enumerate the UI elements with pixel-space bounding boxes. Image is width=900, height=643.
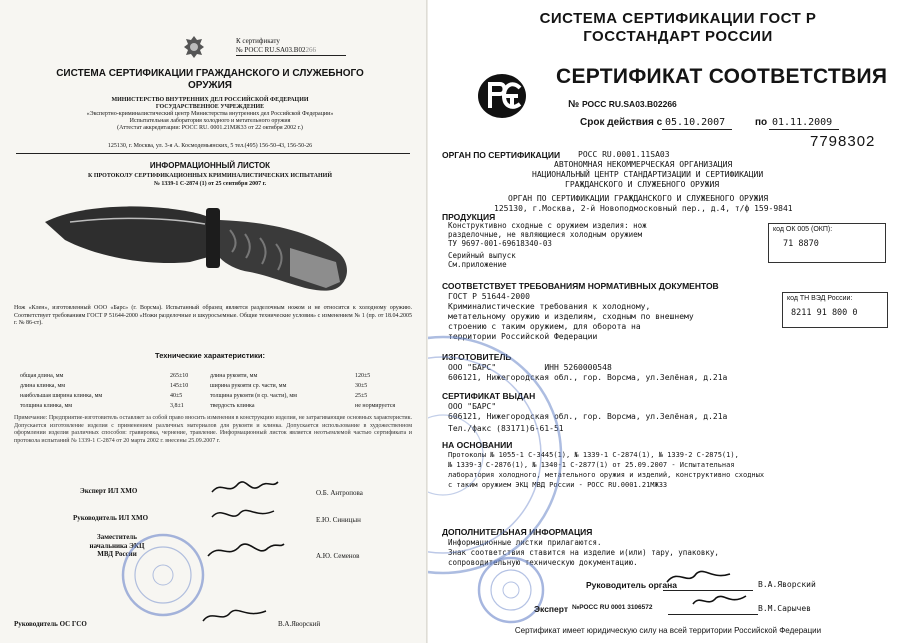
issued-label: СЕРТИФИКАТ ВЫДАН <box>442 391 536 401</box>
req-line-3: метательному оружию и изделиям, сходным по внешнему <box>448 312 694 321</box>
expert-reg-number: №РОСС RU 0001 3106572 <box>572 604 653 611</box>
info-title: ИНФОРМАЦИОННЫЙ ЛИСТОК <box>149 161 271 170</box>
basis-line-4: с таким оружием ЭКЦ МВД России - РОСС RU.0001.21МЖ33 <box>448 481 668 489</box>
basis-line-1: Протоколы № 1055-1 С-3445(1), № 1339-1 С-2874(1), № 1339-2 С-2875(1), <box>448 451 739 459</box>
expert-signature-icon <box>690 590 750 612</box>
info-subtitle-1: К ПРОТОКОЛУ СЕРТИФИКАЦИОННЫХ КРИМИНАЛИСТИЧЕСКИХ ИСПЫТАНИЙ <box>88 173 332 179</box>
note-text: Примечание: Предприятие-изготовитель оставляет за собой право вносить изменения в конструкцию изделия, не затрагивающие основных характеристик. Допускается изготовление изделия с применением различных материалов для рукояти и клинка. Допускается использование в художественном оформлении изделия различных способов: гравировка, чернение, травление. Информационный листок является неотъемлемой частью сертификата и протокола испытаний № 1339-1 С-2874 от 20 марта 2002 г. внесены 25.09.2007 г. <box>14 415 412 444</box>
header-line-2: ГОССТАНДАРТ РОССИИ <box>583 28 773 45</box>
ministry-line-1: МИНИСТЕРСТВО ВНУТРЕННИХ ДЕЛ РОССИЙСКОЙ ФЕДЕРАЦИИ <box>111 97 309 103</box>
pct-logo-icon <box>476 72 528 120</box>
product-line-4: Серийный выпуск <box>448 251 516 260</box>
valid-to-label: по <box>755 117 768 128</box>
tech-row-value: 30±5 <box>355 383 368 389</box>
issued-line-1: ООО "БАРС" <box>448 402 497 411</box>
req-line-2: Криминалистические требования к холодному, <box>448 302 651 311</box>
head-signature-icon <box>664 566 734 588</box>
signer-4-name: В.А.Яворский <box>278 620 321 628</box>
tech-row-value: 25±5 <box>355 393 368 399</box>
tech-row-label: длина клинка, мм <box>20 383 66 389</box>
maker-line-1: ООО "БАРС" ИНН 5260000548 <box>448 363 612 372</box>
tech-row-label: длина рукояти, мм <box>210 373 258 379</box>
head-name: В.А.Яворский <box>758 580 816 589</box>
blue-stamp-left-icon <box>120 532 206 618</box>
signature-3-icon <box>206 538 286 562</box>
ministry-line-5: (Аттестат аккредитации: РОСС RU. 0001.21МЖ33 от 22 октября 2002 г.) <box>117 125 303 131</box>
org-line-4: ГРАЖДАНСКОГО И СЛУЖЕБНОГО ОРУЖИЯ <box>565 180 720 189</box>
head-label: Руководитель органа <box>586 580 677 590</box>
signer-2-role: Руководитель ИЛ ХМО <box>73 514 149 522</box>
basis-label: НА ОСНОВАНИИ <box>442 440 513 450</box>
signer-3-name: А.Ю. Семенов <box>316 552 360 560</box>
blue-stamp-small-icon <box>476 555 546 625</box>
signer-1-role: Эксперт ИЛ ХМО <box>80 487 138 495</box>
coat-of-arms-icon <box>181 34 207 60</box>
additional-info-label: ДОПОЛНИТЕЛЬНАЯ ИНФОРМАЦИЯ <box>442 527 593 537</box>
tnved-value: 8211 91 800 0 <box>791 307 858 318</box>
tech-row-value: 40±5 <box>170 393 183 399</box>
org-line-1: РОСС RU.0001.11SA03 <box>578 150 670 159</box>
signer-2-name: Е.Ю. Синицын <box>316 516 361 524</box>
tech-row-label: наибольшая ширина клинка, мм <box>20 393 103 399</box>
basis-line-3: лаборатория холодного, метательного оружия и изделий, конструктивно сходных <box>448 471 765 479</box>
cert-ref-number: № РОСС RU.SA03.B02266 <box>236 46 316 54</box>
product-line-3: ТУ 9697-001-69618340-03 <box>448 239 552 248</box>
cert-ref-label: К сертификату <box>236 37 280 45</box>
tech-row-value: 3,8±1 <box>170 403 184 409</box>
tnved-box <box>782 292 888 328</box>
signer-1-name: О.Б. Антропова <box>316 489 363 497</box>
product-label: ПРОДУКЦИЯ <box>442 212 496 222</box>
maker-line-2: 606121, Нижегородская обл., гор. Ворсма, ул.Зелёная, д.21а <box>448 373 728 382</box>
okp-box <box>768 223 886 263</box>
req-line-4: строению с таким оружием, для оборота на <box>448 322 641 331</box>
blue-stamp-large-icon <box>428 330 568 580</box>
product-line-5: См.приложение <box>448 260 507 269</box>
header-line-1: СИСТЕМА СЕРТИФИКАЦИИ ГОСТ Р <box>539 10 817 27</box>
signer-3-role: Заместитель начальника ЭКЦ МВД России <box>89 533 145 558</box>
valid-to: 01.11.2009 <box>772 117 833 128</box>
signature-1-icon <box>210 476 280 498</box>
ministry-line-2: ГОСУДАРСТВЕННОЕ УЧРЕЖДЕНИЕ <box>155 104 265 110</box>
org-line-5: ОРГАН ПО СЕРТИФИКАЦИИ ГРАЖДАНСКОГО И СЛУЖЕБНОГО ОРУЖИЯ <box>508 194 769 203</box>
tech-row-label: толщина рукояти (в ср. части), мм <box>210 393 297 399</box>
product-line-1: Конструктивно сходные с оружием изделия: нож <box>448 221 647 230</box>
validity-label: Срок действия с <box>580 117 663 128</box>
tech-title: Технические характеристики: <box>154 351 265 360</box>
ministry-line-6: 125130, г. Москва, ул. 3-я А. Космодемьянских, 5 тел.(495) 156-50-43, 156-50-26 <box>107 143 313 149</box>
tech-row-value: не нормируется <box>355 403 396 409</box>
basis-line-2: № 1339-3 С-2876(1), № 1340-1 С-2877(1) от 25.09.2007 - Испытательная <box>448 461 735 469</box>
issued-line-3: Тел./факс (83171)6-61-51 <box>448 424 564 433</box>
info-subtitle-2: № 1339-1 С-2874 (1) от 25 сентября 2007 г. <box>153 181 267 187</box>
ministry-line-4: Испытательная лаборатория холодного и метательного оружия <box>129 118 291 124</box>
tnved-label: код ТН ВЭД России: <box>787 295 853 302</box>
org-line-6: 125130, г.Москва, 2-й Новоподмосковный пер., д.4, т/ф 159-9841 <box>494 204 793 213</box>
product-description: Нож «Клен», изготовленный ООО «Барс» (г. Ворсма). Испытанный образец является разделочным ножом и не относится к холодному оружию. Соответствует требованиям ГОСТ Р 51644-2000 «Ножи разделочные и шкуросъемные. Общие технические условия» с изменением № 1 (пр. от 18.04.2005 г. № 86-ст). <box>14 305 412 326</box>
maker-label: ИЗГОТОВИТЕЛЬ <box>442 352 512 362</box>
ministry-line-3: «Экспертно-криминалистический центр Министерства внутренних дел Российской Федерации» <box>86 111 334 117</box>
org-line-2: АВТОНОМНАЯ НЕКОММЕРЧЕСКАЯ ОРГАНИЗАЦИЯ <box>554 160 733 169</box>
tech-row-label: твердость клинка <box>210 403 255 409</box>
req-line-5: территории Российской Федерации <box>448 332 598 341</box>
addinfo-line-3: сопроводительную техническую документацию. <box>448 558 638 567</box>
expert-label: Эксперт <box>534 604 569 614</box>
okp-value: 71 8870 <box>783 238 819 249</box>
issued-line-2: 606121, Нижегородская обл., гор. Ворсма, ул.Зелёная, д.21а <box>448 412 728 421</box>
tech-row-label: ширина рукояти ср. части, мм <box>210 383 287 389</box>
footer-text: Сертификат имеет юридическую силу на всей территории Российской Федерации <box>514 626 822 635</box>
tech-specs-table <box>20 373 400 415</box>
tech-row-value: 120±5 <box>355 373 371 379</box>
tech-row-value: 145±10 <box>170 383 189 389</box>
signer-4-role: Руководитель ОС ГСО <box>14 620 87 628</box>
org-line-3: НАЦИОНАЛЬНЫЙ ЦЕНТР СТАНДАРТИЗАЦИИ И СЕРТИФИКАЦИИ <box>532 170 764 179</box>
tech-row-value: 265±10 <box>170 373 189 379</box>
req-line-1: ГОСТ Р 51644-2000 <box>448 292 530 301</box>
system-title: СИСТЕМА СЕРТИФИКАЦИИ ГРАЖДАНСКОГО И СЛУЖЕБНОГО ОРУЖИЯ <box>56 68 364 91</box>
addinfo-line-2: Знак соответствия ставится на изделие и(или) тару, упаковку, <box>448 548 719 557</box>
signature-2-icon <box>208 503 278 525</box>
serial-number: 7798302 <box>810 133 876 150</box>
knife-photo <box>40 192 360 297</box>
addinfo-line-1: Информационные листки прилагаются. <box>448 538 602 547</box>
valid-from: 05.10.2007 <box>665 117 726 128</box>
okp-label: код ОК 005 (ОКП): <box>773 226 833 233</box>
certificate-title: СЕРТИФИКАТ СООТВЕТСТВИЯ <box>556 65 888 88</box>
info-sheet-page <box>0 0 428 643</box>
org-label: ОРГАН ПО СЕРТИФИКАЦИИ <box>442 150 561 160</box>
requirements-label: СООТВЕТСТВУЕТ ТРЕБОВАНИЯМ НОРМАТИВНЫХ ДОКУМЕНТОВ <box>442 281 719 291</box>
product-line-2: разделочные, не являющиеся холодным оружием <box>448 230 643 239</box>
tech-row-label: общая длина, мм <box>20 373 64 379</box>
tech-row-label: толщина клинка, мм <box>20 403 73 409</box>
cert-number-row: № РОСС RU.SA03.B02266 <box>568 99 677 110</box>
signature-4-icon <box>200 605 270 627</box>
certificate-page <box>428 0 900 643</box>
expert-name: В.М.Сарычев <box>758 604 811 613</box>
